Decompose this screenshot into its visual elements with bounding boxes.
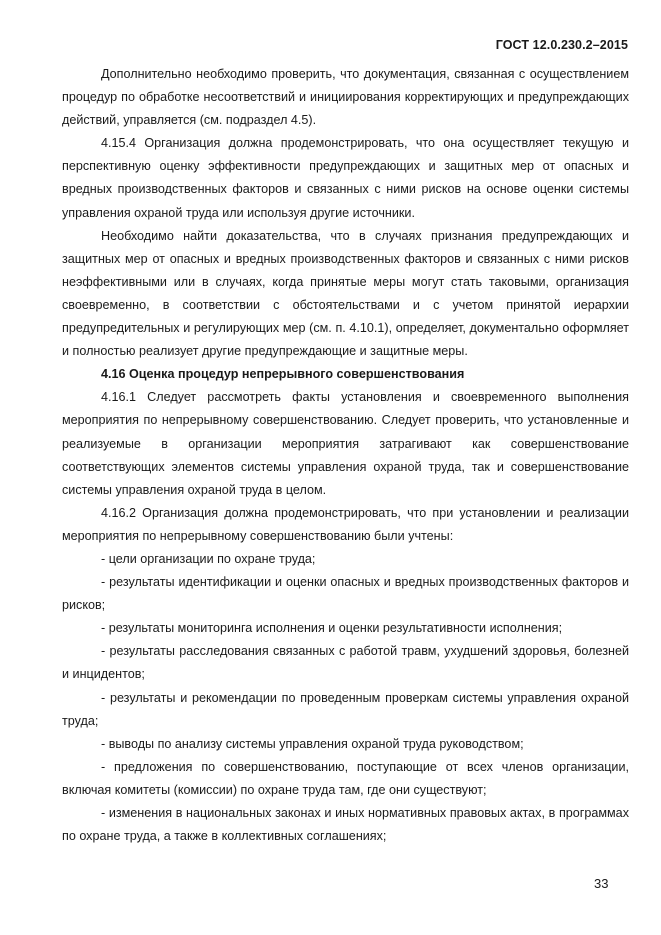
page-number: 33 (594, 876, 609, 891)
list-item-audits: - результаты и рекомендации по проведенным проверкам системы управления охраной труда; (62, 690, 629, 728)
paragraph-4-16-1: 4.16.1 Следует рассмотреть факты установления и своевременного выполнения мероприятия по непрерывному совершенствованию. Следует проверить, что установленные и реализуемые в организации мероприятия затрагивают как совершенствование соответствующих элементов системы управления охраной труда, так и совершенствование системы управления охраной труда в целом. (62, 390, 629, 497)
list-item-management-review: - выводы по анализу системы управления охраной труда руководством; (101, 736, 524, 751)
list-item-monitoring: - результаты мониторинга исполнения и оценки результативности исполнения; (101, 621, 563, 636)
paragraph-documentation-check: Дополнительно необходимо проверить, что документация, связанная с осуществлением процедур по обработке несоответствий и инициирования корректирующих и предупреждающих действий, управляется (см. подраздел 4.5). (62, 67, 629, 128)
list-item-investigation: - результаты расследования связанных с работой травм, ухудшений здоровья, болезней и инцидентов; (62, 644, 629, 682)
list-item-legislation-changes: - изменения в национальных законах и иных нормативных правовых актах, в программах по охране труда, а также в коллективных соглашениях; (62, 806, 629, 844)
list-item-goals: - цели организации по охране труда; (101, 551, 316, 566)
document-standard-header: ГОСТ 12.0.230.2–2015 (495, 38, 628, 52)
paragraph-4-16-2: 4.16.2 Организация должна продемонстрировать, что при установлении и реализации мероприятия по непрерывному совершенствованию были учтены: (62, 505, 629, 543)
section-heading-4-16: 4.16 Оценка процедур непрерывного совершенствования (101, 367, 465, 382)
paragraph-4-15-4: 4.15.4 Организация должна продемонстрировать, что она осуществляет текущую и перспективную оценку эффективности предупреждающих и защитных мер от опасных и вредных производственных факторов и связанных с ними рисков на основе оценки системы управления охраной труда или используя другие источники. (62, 136, 629, 220)
paragraph-evidence: Необходимо найти доказательства, что в случаях признания предупреждающих и защитных мер от опасных и вредных производственных факторов и связанных с ними рисков неэффективными или в случаях, когда принятые меры могут стать таковыми, организация своевременно, в соответствии с обстоятельствами и с учетом принятой иерархии предупредительных и регулирующих мер (см. п. 4.10.1), определяет, документально оформляет и полностью реализует другие предупреждающие и защитные меры. (62, 228, 629, 359)
list-item-proposals: - предложения по совершенствованию, поступающие от всех членов организации, включая комитеты (комиссии) по охране труда там, где они существуют; (62, 759, 629, 797)
document-body (62, 63, 629, 848)
list-item-identification: - результаты идентификации и оценки опасных и вредных производственных факторов и рисков; (62, 575, 629, 613)
